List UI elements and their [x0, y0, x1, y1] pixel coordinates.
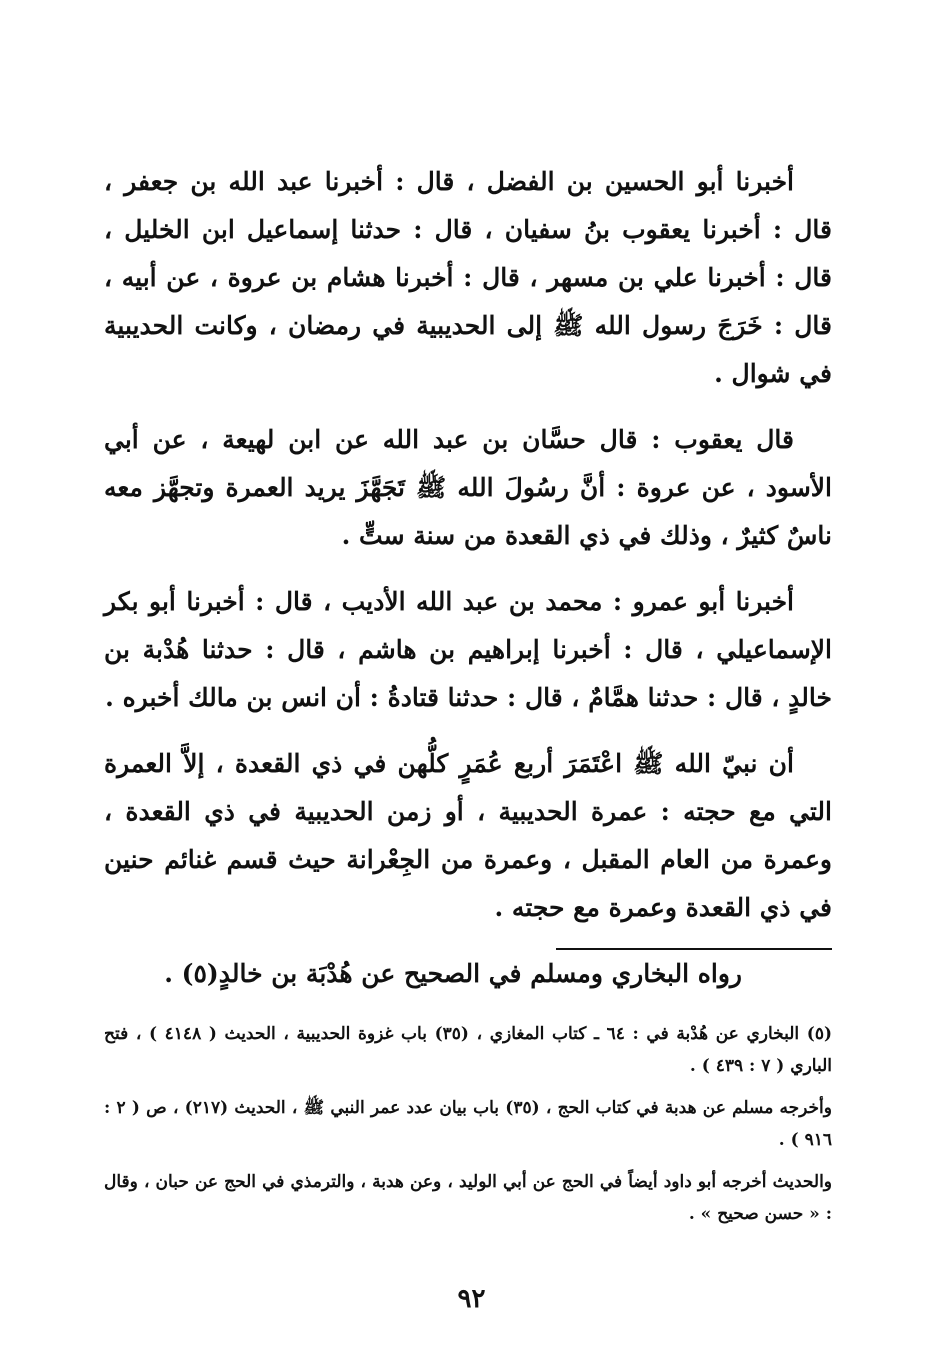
main-text-block [104, 158, 832, 1016]
paragraph-1: أخبرنا أبو الحسين بن الفضل ، قال : أخبرنا عبد الله بن جعفر ، قال : أخبرنا يعقوب بنُ سفيان ، قال : حدثنا إسماعيل ابن الخليل ، قال : أخبرنا علي بن مسهر ، قال : أخبرنا هشام بن عروة ، عن أبيه ، قال : خَرَجَ رسول الله ﷺ إلى الحديبية في رمضان ، وكانت الحديبية في شوال . [104, 167, 832, 388]
riwaya-line: رواه البخاري ومسلم في الصحيح عن هُدْبَة بن خالدٍ(٥) . [164, 959, 742, 988]
footnote-1: (٥) البخاري عن هُدْبة في : ٦٤ ـ كتاب المغازي ، (٣٥) باب غزوة الحديبية ، الحديث ( ٤١٤٨ ) ، فتح الباري ( ٧ : ٤٣٩ ) . [104, 1024, 833, 1076]
paragraph-3: أخبرنا أبو عمرو : محمد بن عبد الله الأديب ، قال : أخبرنا أبو بكر الإسماعيلي ، قال : أخبرنا إبراهيم بن هاشم ، قال : حدثنا هُدْبة بن خالدٍ ، قال : حدثنا همَّامٌ ، قال : حدثنا قتادةُ : أن انس بن مالك أخبره . [104, 587, 832, 712]
footnote-2: وأخرجه مسلم عن هدبة في كتاب الحج ، (٣٥) باب بيان عدد عمر النبي ﷺ ، الحديث (٢١٧) ، ص ( ٢ : ٩١٦ ) . [104, 1098, 832, 1150]
page-number: ٩٢ [457, 1284, 486, 1314]
paragraph-2: قال يعقوب : قال حسَّان بن عبد الله عن ابن لهيعة ، عن أبي الأسود ، عن عروة : أنَّ رسُولَ الله ﷺ تَجَهَّزَ يريد العمرة وتجهَّز معه ناسٌ كثيرٌ ، وذلك في ذي القعدة من سنة ستٍّ . [104, 425, 832, 550]
paragraph-4: أن نبيّ الله ﷺ اعْتَمَرَ أربع عُمَرٍ كلُّهن في ذي القعدة ، إلاَّ العمرة التي مع حجته : عمرة الحديبية ، أو زمن الحديبية في ذي القعدة ، وعمرة من العام المقبل ، وعمرة من الجِعْرانة حيث قسم غنائم حنين في ذي القعدة وعمرة مع حجته . [104, 749, 832, 922]
footnote-3: والحديث أخرجه أبو داود أيضاً في الحج عن أبي الوليد ، وعن هدبة ، والترمذي في الحج عن حبان ، وقال : « حسن صحيح » . [104, 1172, 832, 1224]
footnote-divider [556, 948, 832, 950]
footnotes-block [104, 1018, 832, 1240]
